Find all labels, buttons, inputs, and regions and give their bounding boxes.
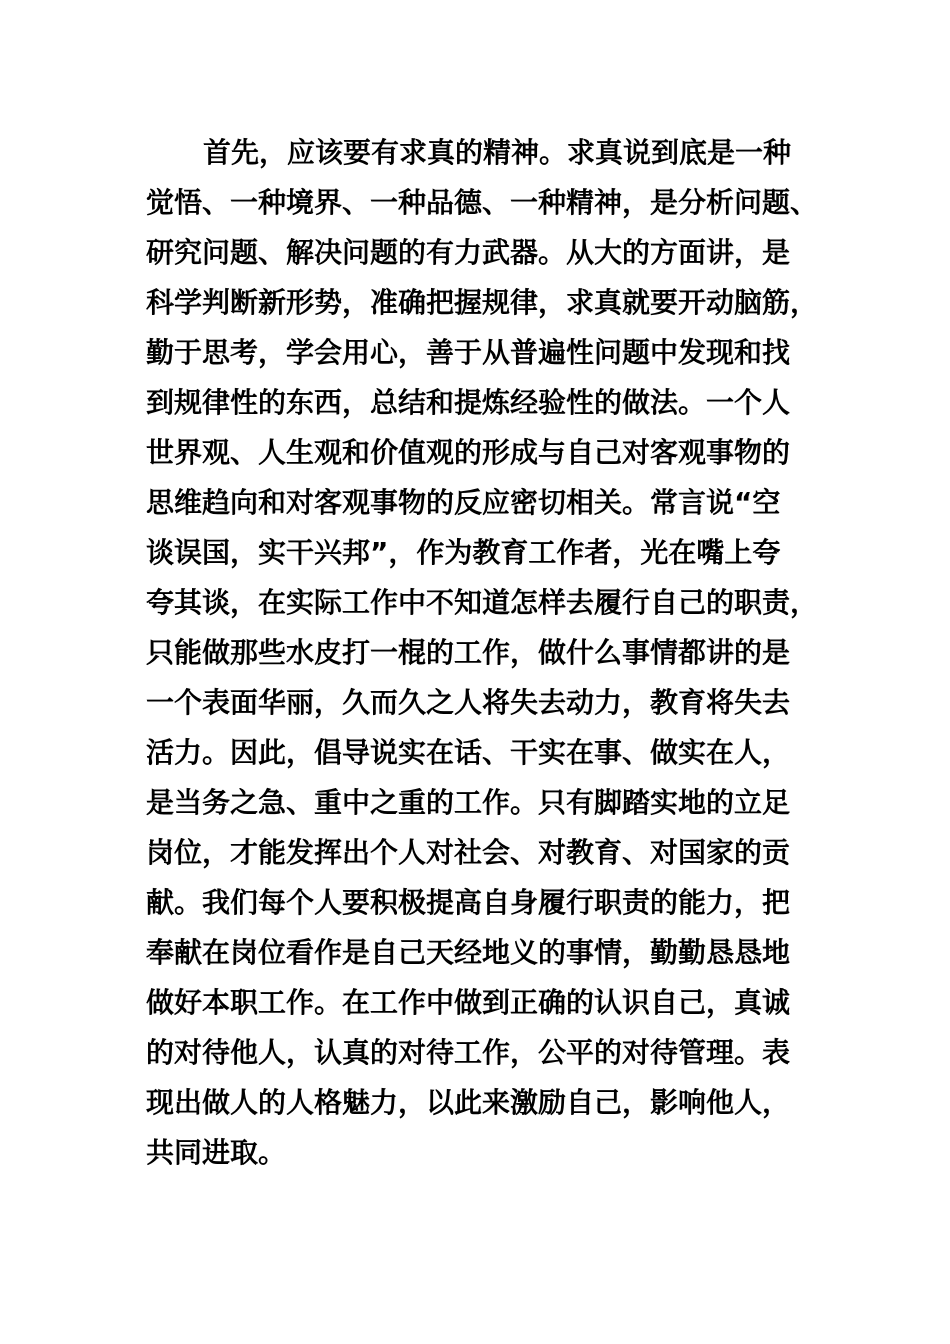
paragraph-line: 的对待他人，认真的对待工作，公平的对待管理。表 xyxy=(146,1036,791,1069)
paragraph-line: 是当务之急、重中之重的工作。只有脚踏实地的立足 xyxy=(146,786,791,819)
paragraph-line: 一个表面华丽，久而久之人将失去动力，教育将失去 xyxy=(146,686,791,719)
paragraph-line: 到规律性的东西，总结和提炼经验性的做法。一个人 xyxy=(146,386,791,419)
paragraph-line: 科学判断新形势，准确把握规律，求真就要开动脑筋， xyxy=(146,286,819,319)
paragraph-line: 共同进取。 xyxy=(146,1136,287,1169)
paragraph-line: 献。我们每个人要积极提高自身履行职责的能力，把 xyxy=(146,886,791,919)
paragraph-line: 觉悟、一种境界、一种品德、一种精神，是分析问题、 xyxy=(146,186,819,219)
paragraph-line: 活力。因此，倡导说实在话、干实在事、做实在人， xyxy=(146,736,791,769)
paragraph-line: 谈误国，实干兴邦”，作为教育工作者，光在嘴上夸 xyxy=(146,536,781,569)
paragraph-line: 勤于思考，学会用心，善于从普遍性问题中发现和找 xyxy=(146,336,791,369)
body-paragraph xyxy=(146,128,826,1178)
paragraph-line: 首先，应该要有求真的精神。求真说到底是一种 xyxy=(203,136,792,169)
paragraph-line: 夸其谈，在实际工作中不知道怎样去履行自己的职责， xyxy=(146,586,819,619)
paragraph-line: 世界观、人生观和价值观的形成与自己对客观事物的 xyxy=(146,436,791,469)
paragraph-line: 只能做那些水皮打一棍的工作，做什么事情都讲的是 xyxy=(146,636,791,669)
paragraph-line: 研究问题、解决问题的有力武器。从大的方面讲，是 xyxy=(146,236,791,269)
paragraph-line: 奉献在岗位看作是自己天经地义的事情，勤勤恳恳地 xyxy=(146,936,791,969)
paragraph-line: 做好本职工作。在工作中做到正确的认识自己，真诚 xyxy=(146,986,791,1019)
paragraph-line: 岗位，才能发挥出个人对社会、对教育、对国家的贡 xyxy=(146,836,791,869)
paragraph-line: 思维趋向和对客观事物的反应密切相关。常言说“空 xyxy=(146,486,781,519)
paragraph-line: 现出做人的人格魅力，以此来激励自己，影响他人， xyxy=(146,1086,791,1119)
